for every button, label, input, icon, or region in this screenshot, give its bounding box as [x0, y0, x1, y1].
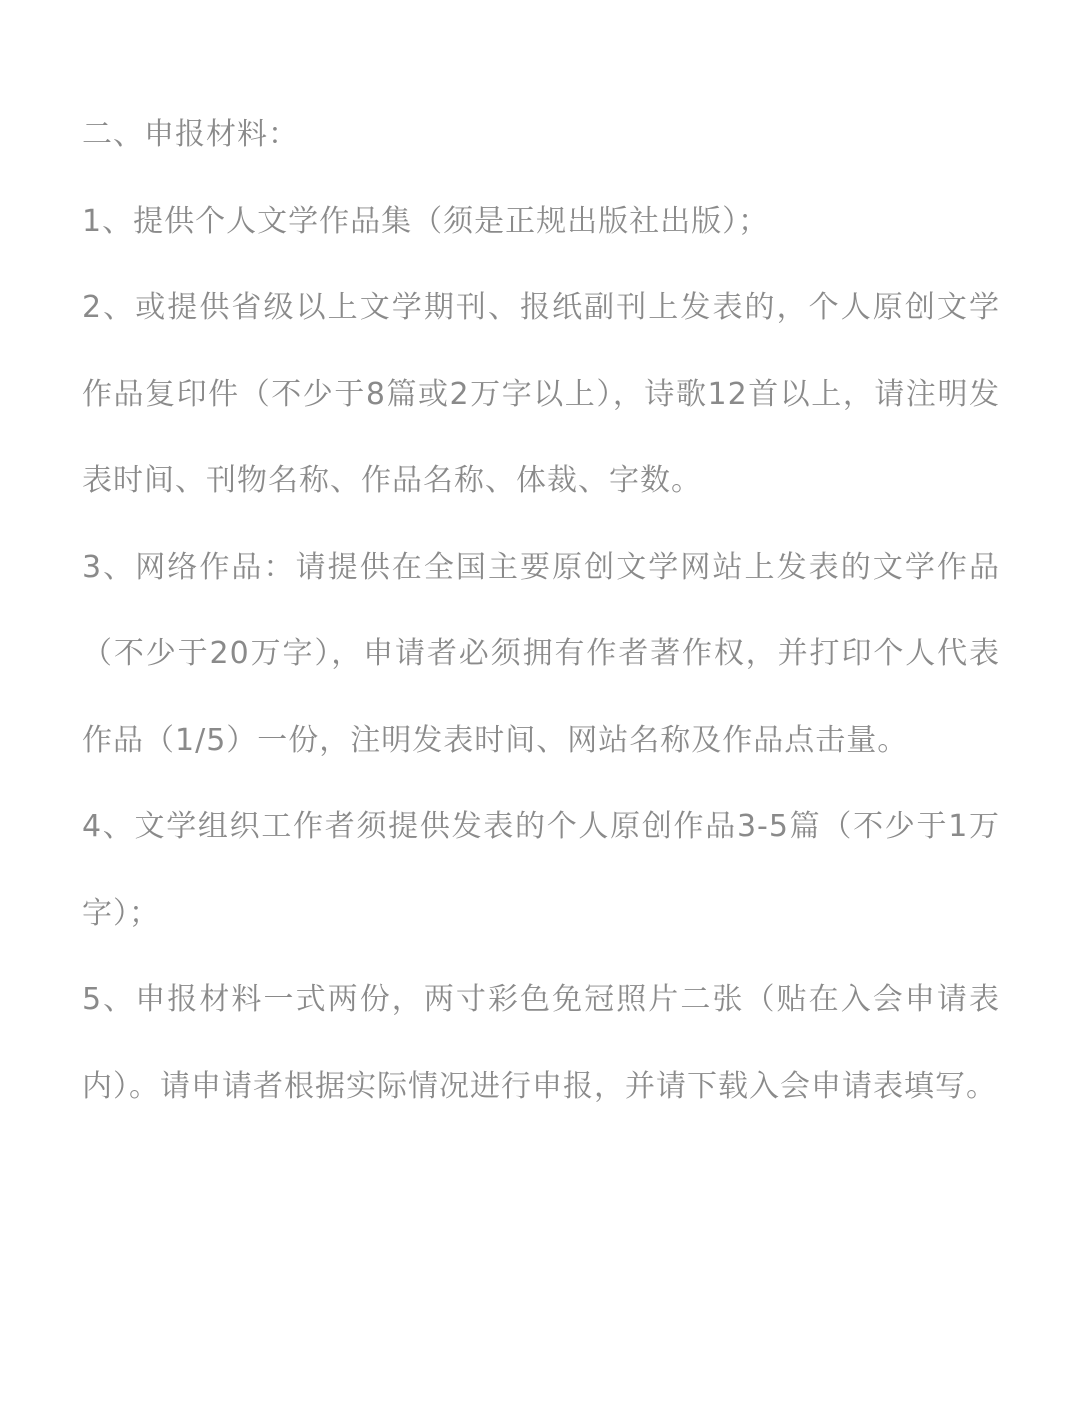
list-item-5: 5、申报材料一式两份，两寸彩色免冠照片二张（贴在入会申请表内）。请申请者根据实际情况进行申报，并请下载入会申请表填写。: [82, 982, 1000, 1104]
list-item-1: 1、提供个人文学作品集（须是正规出版社出版）；: [82, 203, 770, 239]
list-item-2: 2、或提供省级以上文学期刊、报纸副刊上发表的，个人原创文学作品复印件（不少于8篇或2万字以上），诗歌12首以上，请注明发表时间、刊物名称、作品名称、体裁、字数。: [82, 290, 1000, 498]
list-item-4: 4、文学组织工作者须提供发表的个人原创作品3-5篇（不少于1万字）；: [82, 809, 1000, 931]
section-heading: 二、申报材料：: [82, 117, 299, 152]
article-body: [82, 92, 1000, 1130]
list-item-3: 3、网络作品：请提供在全国主要原创文学网站上发表的文学作品（不少于20万字），申请者必须拥有作者著作权，并打印个人代表作品（1/5）一份，注明发表时间、网站名称及作品点击量。: [82, 549, 1000, 758]
